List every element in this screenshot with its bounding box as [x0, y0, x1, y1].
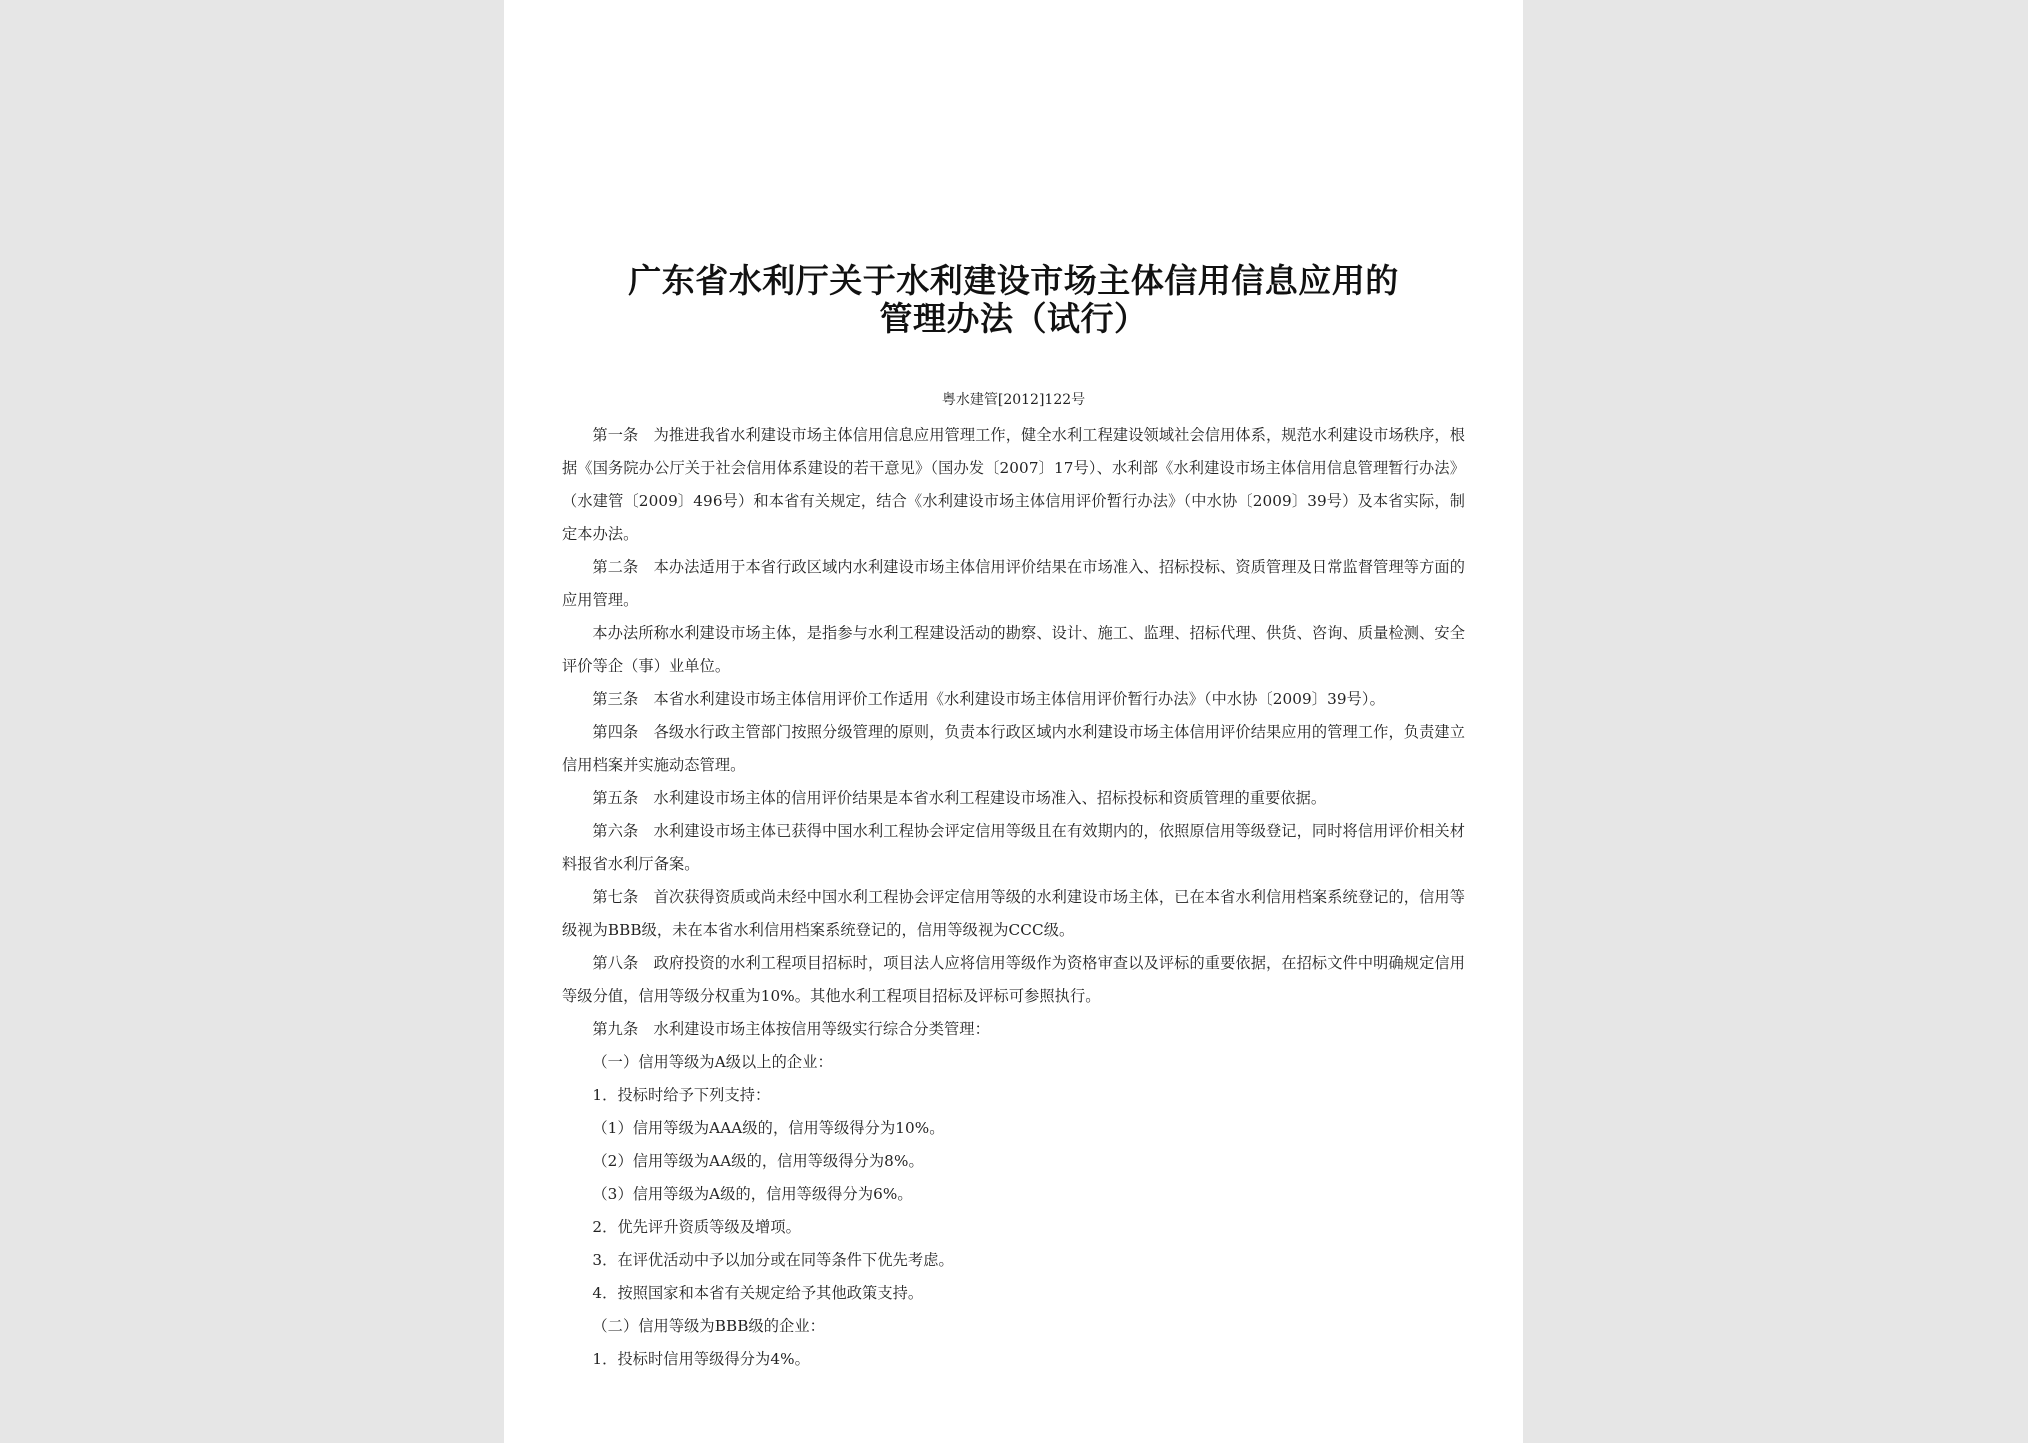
article-2: 第二条 本办法适用于本省行政区域内水利建设市场主体信用评价结果在市场准入、招标投标、资质管理及日常监督管理等方面的应用管理。: [562, 558, 1465, 609]
article-3: 第三条 本省水利建设市场主体信用评价工作适用《水利建设市场主体信用评价暂行办法》（中水协〔2009〕39号）。: [592, 690, 1385, 708]
title-line-1: 广东省水利厅关于水利建设市场主体信用信息应用的: [628, 261, 1399, 300]
list-item: 2．优先评升资质等级及增项。: [592, 1218, 801, 1236]
list-item: 4．按照国家和本省有关规定给予其他政策支持。: [592, 1284, 924, 1302]
list-item: （2）信用等级为AA级的，信用等级得分为8%。: [592, 1152, 924, 1170]
article-2-definition: 本办法所称水利建设市场主体，是指参与水利工程建设活动的勘察、设计、施工、监理、招标代理、供货、咨询、质量检测、安全评价等企（事）业单位。: [562, 624, 1465, 675]
list-item: （一）信用等级为A级以上的企业：: [592, 1053, 833, 1071]
list-item: 1．投标时信用等级得分为4%。: [592, 1350, 810, 1368]
list-item: 3．在评优活动中予以加分或在同等条件下优先考虑。: [592, 1251, 954, 1269]
list-item: （3）信用等级为A级的，信用等级得分为6%。: [592, 1185, 913, 1203]
document-title: [562, 0, 1465, 338]
list-item: （1）信用等级为AAA级的，信用等级得分为10%。: [592, 1119, 945, 1137]
article-9: 第九条 水利建设市场主体按信用等级实行综合分类管理：: [592, 1020, 990, 1038]
article-7: 第七条 首次获得资质或尚未经中国水利工程协会评定信用等级的水利建设市场主体，已在本省水利信用档案系统登记的，信用等级视为BBB级，未在本省水利信用档案系统登记的，信用等级视为CCC级。: [562, 888, 1465, 939]
article-8: 第八条 政府投资的水利工程项目招标时，项目法人应将信用等级作为资格审查以及评标的重要依据，在招标文件中明确规定信用等级分值，信用等级分权重为10%。其他水利工程项目招标及评标可参照执行。: [562, 954, 1465, 1005]
article-1: 第一条 为推进我省水利建设市场主体信用信息应用管理工作，健全水利工程建设领域社会信用体系，规范水利建设市场秩序，根据《国务院办公厅关于社会信用体系建设的若干意见》（国办发〔2007〕17号）、水利部《水利建设市场主体信用信息管理暂行办法》（水建管〔2009〕496号）和本省有关规定，结合《水利建设市场主体信用评价暂行办法》（中水协〔2009〕39号）及本省实际，制定本办法。: [562, 426, 1465, 543]
title-line-2: 管理办法（试行）: [879, 299, 1148, 338]
list-item: （二）信用等级为BBB级的企业：: [592, 1317, 825, 1335]
article-4: 第四条 各级水行政主管部门按照分级管理的原则，负责本行政区域内水利建设市场主体信用评价结果应用的管理工作，负责建立信用档案并实施动态管理。: [562, 723, 1465, 774]
list-item: 1．投标时给予下列支持：: [592, 1086, 771, 1104]
document-page: [504, 0, 1523, 1443]
document-number: 粤水建管[2012]122号: [941, 392, 1086, 408]
article-6: 第六条 水利建设市场主体已获得中国水利工程协会评定信用等级且在有效期内的，依照原信用等级登记，同时将信用评价相关材料报省水利厅备案。: [562, 822, 1465, 873]
article-5: 第五条 水利建设市场主体的信用评价结果是本省水利工程建设市场准入、招标投标和资质管理的重要依据。: [592, 789, 1327, 807]
document-body: [562, 419, 1465, 1376]
